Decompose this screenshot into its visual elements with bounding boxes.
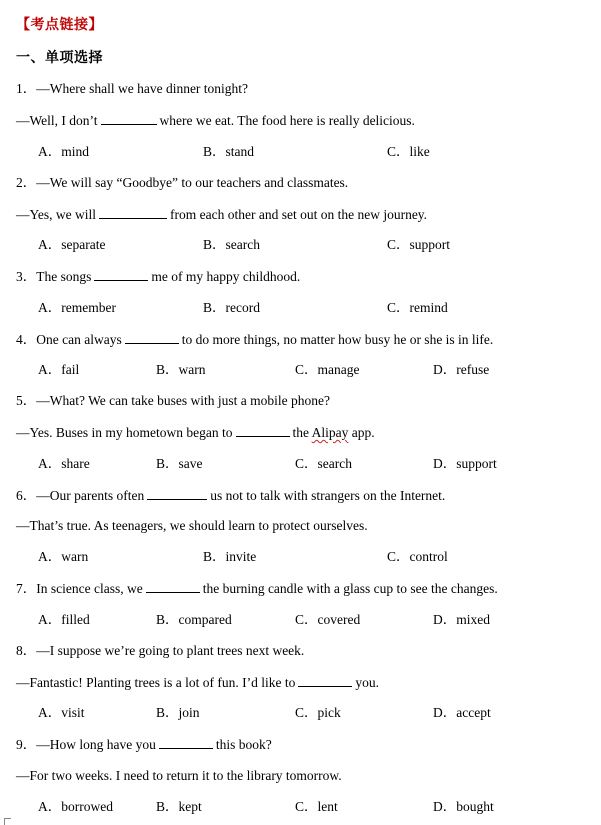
- question-2-stem: 2．—We will say “Goodbye” to our teachers and classmates.: [16, 175, 349, 190]
- question-2-option-c: C．support: [387, 237, 451, 252]
- question-8-stem: 8．—I suppose we’re going to plant trees next week.: [16, 643, 305, 658]
- question-7-option-d: D．mixed: [433, 612, 490, 627]
- question-7-stem-before: 7．In science class, we: [16, 581, 143, 596]
- question-7-option-a: A．filled: [38, 612, 90, 627]
- question-6-stem: [16, 486, 445, 505]
- question-1-stem: 1．—Where shall we have dinner tonight?: [16, 81, 249, 96]
- question-3-option-c: C．remind: [387, 300, 448, 315]
- question-3-option-b: B．record: [203, 300, 260, 315]
- question-7-stem: [16, 579, 498, 598]
- answer-blank: [99, 205, 167, 219]
- question-5-stem: 5．—What? We can take buses with just a mobile phone?: [16, 393, 330, 408]
- section-heading-single-choice: 一、单项选择: [16, 50, 103, 66]
- question-4-option-b: B．warn: [156, 362, 206, 377]
- question-1-option-c: C．like: [387, 144, 430, 159]
- question-1-option-b: B．stand: [203, 144, 255, 159]
- question-9-reply: —For two weeks. I need to return it to the library tomorrow.: [16, 768, 342, 783]
- question-2-reply-after: from each other and set out on the new journey.: [170, 207, 428, 222]
- question-5-option-c: C．search: [295, 456, 352, 471]
- question-5-option-a: A．share: [38, 456, 90, 471]
- question-9-option-b: B．kept: [156, 799, 202, 814]
- question-1-reply: [16, 111, 415, 130]
- question-9-stem: [16, 735, 272, 754]
- question-8-option-a: A．visit: [38, 705, 85, 720]
- question-8-option-b: B．join: [156, 705, 200, 720]
- answer-blank: [147, 486, 207, 500]
- page-corner-mark: [4, 818, 11, 825]
- question-2-option-b: B．search: [203, 237, 260, 252]
- question-4-option-d: D．refuse: [433, 362, 490, 377]
- question-9-option-d: D．bought: [433, 799, 494, 814]
- question-1-reply-after: where we eat. The food here is really delicious.: [159, 113, 415, 128]
- question-5-reply-mid: the: [292, 425, 310, 440]
- question-7-stem-after: the burning candle with a glass cup to see the changes.: [202, 581, 498, 596]
- question-6-option-b: B．invite: [203, 549, 257, 564]
- question-4-stem-before: 4．One can always: [16, 332, 122, 347]
- question-2-reply: [16, 205, 427, 224]
- question-6-stem-after: us not to talk with strangers on the Internet.: [210, 488, 446, 503]
- question-8-reply-after: you.: [355, 675, 379, 690]
- question-5-option-d: D．support: [433, 456, 497, 471]
- question-5-option-b: B．save: [156, 456, 203, 471]
- question-6-reply: —That’s true. As teenagers, we should learn to protect ourselves.: [16, 518, 368, 533]
- question-1-reply-before: —Well, I don’t: [16, 113, 98, 128]
- question-6-option-c: C．control: [387, 549, 448, 564]
- answer-blank: [236, 423, 290, 437]
- question-7-option-b: B．compared: [156, 612, 232, 627]
- question-3-stem-before: 3．The songs: [16, 269, 92, 284]
- question-4-option-a: A．fail: [38, 362, 80, 377]
- question-4-stem-after: to do more things, no matter how busy he or she is in life.: [181, 332, 494, 347]
- question-1-option-a: A．mind: [38, 144, 90, 159]
- question-3-option-a: A．remember: [38, 300, 116, 315]
- question-4-option-c: C．manage: [295, 362, 360, 377]
- answer-blank: [146, 579, 200, 593]
- question-4-stem: [16, 330, 493, 349]
- question-8-option-d: D．accept: [433, 705, 491, 720]
- question-7-option-c: C．covered: [295, 612, 361, 627]
- question-3-stem-after: me of my happy childhood.: [151, 269, 301, 284]
- answer-blank: [125, 330, 179, 344]
- question-5-reply-after: app.: [351, 425, 375, 440]
- alipay-word: Alipay: [311, 425, 349, 440]
- question-3-stem: [16, 267, 300, 286]
- question-8-reply: [16, 673, 379, 692]
- question-2-reply-before: —Yes, we will: [16, 207, 97, 222]
- question-5-reply: [16, 423, 375, 442]
- question-8-reply-before: —Fantastic! Planting trees is a lot of fun. I’d like to: [16, 675, 296, 690]
- question-9-option-c: C．lent: [295, 799, 338, 814]
- key-point-link-heading: 【考点链接】: [16, 17, 103, 33]
- question-8-option-c: C．pick: [295, 705, 341, 720]
- question-2-option-a: A．separate: [38, 237, 106, 252]
- question-5-reply-before: —Yes. Buses in my hometown began to: [16, 425, 233, 440]
- answer-blank: [101, 111, 157, 125]
- question-9-stem-after: this book?: [215, 737, 272, 752]
- answer-blank: [298, 673, 352, 687]
- question-9-stem-before: 9．—How long have you: [16, 737, 156, 752]
- question-6-stem-before: 6．—Our parents often: [16, 488, 145, 503]
- question-6-option-a: A．warn: [38, 549, 89, 564]
- answer-blank: [94, 267, 148, 281]
- answer-blank: [159, 735, 213, 749]
- question-9-option-a: A．borrowed: [38, 799, 113, 814]
